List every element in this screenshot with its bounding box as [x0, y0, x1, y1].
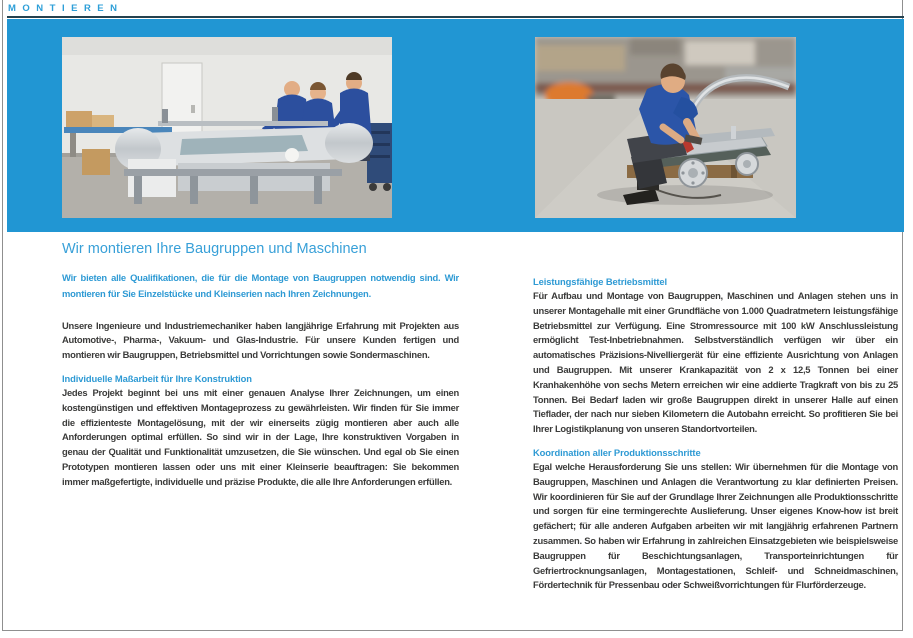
hero-banner — [7, 19, 904, 232]
article-left-column — [62, 241, 459, 490]
technician-at-work-photo — [535, 37, 796, 218]
assembly-team-photo — [62, 37, 392, 218]
koordination-paragraph: Egal welche Herausforderung Sie uns stellen: Wir übernehmen für die Montage von Baugruppen, Maschinen und Anlagen die Verantwortung zu klar definierten Preisen. Wir koordinieren für Sie auf der Grundlage Ihrer Zeichnungen alle Produktionsschritte und sorgen für eine termingerechte Auslieferung. Unser eigenes Know-how ist breit gefächert; für alle anderen Aufgaben arbeiten wir mit langjährig erfahrenen Partnern zusammen. So haben wir Erfahrung in zahlreichen Einsatzgebieten wie beispielsweise Baugruppen für Beschichtungsanlagen, Transporteinrichtungen für Gefriertrocknungsanlagen, Montagestationen, Schleif- und Schneidmaschinen, Fördertechnik für Pressenbau oder Schweißvorrichtungen für Flurförderzeuge. — [533, 460, 898, 591]
intro-paragraph: Unsere Ingenieure und Industriemechaniker haben langjährige Erfahrung mit Projekten aus Automotive-, Pharma-, Vakuum- und Glas-Industrie. Für unsere Kunden fertigen und montieren wir Baugruppen, Betriebsmittel und Vorrichtungen sowie Sondermaschinen. — [62, 319, 459, 361]
article-lead: Wir bieten alle Qualifikationen, die für die Montage von Baugruppen notwendig sind. Wir montieren für Sie Einzelstücke und Kleinserien nach Ihren Zeichnungen. — [62, 272, 459, 299]
page-kicker: MONTIEREN — [8, 3, 124, 14]
section-heading-massarbeit: Individuelle Maßarbeit für Ihre Konstruktion — [62, 372, 252, 384]
article-title: Wir montieren Ihre Baugruppen und Maschinen — [62, 241, 367, 257]
section-heading-betriebsmittel: Leistungsfähige Betriebsmittel — [533, 276, 668, 287]
section-heading-koordination: Koordination aller Produktionsschritte — [533, 446, 701, 458]
massarbeit-paragraph: Jedes Projekt beginnt bei uns mit einer genauen Analyse Ihrer Zeichnungen, um einen kostengünstigen und effektiven Montageprozess zu gewährleisten. Wir finden für Sie immer die effizienteste Montagelösung, mit der wir einerseits zügig montieren aber auch alle Anforderungen optimal erfüllen. So sind wir in der Lage, Ihre konstruktiven Vorgaben in genau der Qualität und Funktionalität umzusetzen, die Sie wünschen. Und egal ob Sie einen Prototypen montieren lassen oder uns mit einer Kleinserie beauftragen: Sie bekommen immer maßgefertigte, individuelle und präzise Produkte, die alle Ihre Anforderungen erfüllen. — [62, 386, 459, 487]
article-right-column — [533, 276, 898, 593]
kicker-underline — [7, 16, 904, 18]
betriebsmittel-paragraph: Für Aufbau und Montage von Baugruppen, Maschinen und Anlagen stehen uns in unserer Montagehalle mit einer Grundfläche von 1.000 Quadratmetern leistungsfähige Betriebsmittel zur Verfügung. Eine Stromressource mit 100 kW Anschlussleistung ermöglicht Test-Inbetriebnahmen. Selbstverständlich verfügen wir über ein automatisches Präzisions-Nivelliergerät für eine effiziente Ausrichtung von Anlagen und Baugruppen. Mit unserer Krankapazität von 2 x 12,5 Tonnen bei einer Kranhakenhöhe von sechs Metern erreichen wir eine addierte Tragkraft von bis zu 25 Tonnen. Bei Bedarf laden wir große Baugruppen direkt in unserer Halle auf einen Tieflader, der nach nur sieben Kilometern die Autobahn erreicht. So profitieren Sie bei Ihrer Logistikplanung von unseren Standortvorteilen. — [533, 290, 898, 435]
